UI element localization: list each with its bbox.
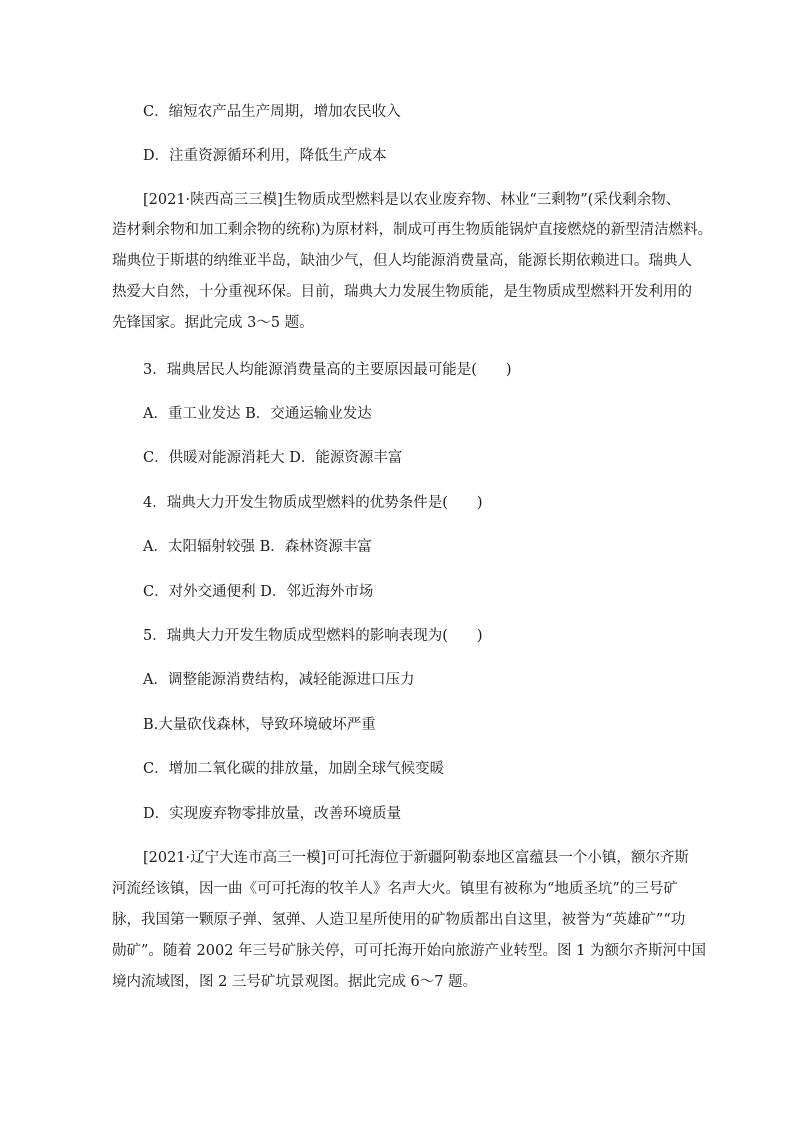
passage-1-line: 造材剩余物和加工剩余物的统称)为原材料，制成可再生物质能锅炉直接燃烧的新型清洁燃料。 — [112, 222, 713, 238]
passage-1-line: 热爱大自然，十分重视环保。目前，瑞典大力发展生物质能，是生物质成型燃料开发利用的 — [112, 284, 692, 300]
passage-1-line: [2021·陕西高三三模]生物质成型燃料是以农业废弃物、林业“三剩物”(采伐剩余物、 — [143, 192, 681, 208]
passage-1-line: 先锋国家。据此完成 3～5 题。 — [112, 315, 314, 331]
passage-2-line: 勋矿”。随着 2002 年三号矿脉关停，可可托海开始向旅游产业转型。图 1 为额尔齐斯河中国 — [112, 943, 706, 959]
passage-2-line: [2021·辽宁大连市高三一模]可可托海位于新疆阿勒泰地区富蕴县一个小镇，额尔齐斯 — [143, 850, 689, 866]
passage-2-line: 境内流域图，图 2 三号矿坑景观图。据此完成 6～7 题。 — [112, 974, 478, 990]
question-5-stem: 5．瑞典大力开发生物质成型燃料的影响表现为( ) — [143, 628, 483, 644]
question-4-options-row-1: A．太阳辐射较强 B．森林资源丰富 — [143, 539, 372, 555]
prev-option-d: D．注重资源循环利用，降低生产成本 — [143, 148, 387, 164]
question-5-option-c: C．增加二氧化碳的排放量，加剧全球气候变暖 — [143, 761, 445, 777]
question-5-option-a: A．调整能源消费结构，减轻能源进口压力 — [143, 672, 415, 688]
question-3-stem: 3．瑞典居民人均能源消费量高的主要原因最可能是( ) — [143, 362, 512, 378]
passage-2-line: 脉，我国第一颗原子弹、氢弹、人造卫星所使用的矿物质都出自这里，被誉为“英雄矿”“功 — [112, 912, 686, 928]
question-5-option-d: D．实现废弃物零排放量，改善环境质量 — [143, 806, 402, 822]
question-3-options-row-2: C．供暖对能源消耗大 D．能源资源丰富 — [143, 450, 403, 466]
question-3-options-row-1: A．重工业发达 B．交通运输业发达 — [143, 406, 372, 422]
passage-1-line: 瑞典位于斯堪的纳维亚半岛，缺油少气，但人均能源消费量高，能源长期依赖进口。瑞典人 — [112, 253, 692, 269]
question-4-stem: 4．瑞典大力开发生物质成型燃料的优势条件是( ) — [143, 495, 483, 511]
passage-2-line: 河流经该镇，因一曲《可可托海的牧羊人》名声大火。镇里有被称为“地质圣坑”的三号矿 — [112, 881, 678, 897]
prev-option-c: C．缩短农产品生产周期，增加农民收入 — [143, 104, 401, 120]
question-4-options-row-2: C．对外交通便利 D．邻近海外市场 — [143, 584, 374, 600]
question-5-option-b: B.大量砍伐森林，导致环境破坏严重 — [143, 717, 376, 733]
